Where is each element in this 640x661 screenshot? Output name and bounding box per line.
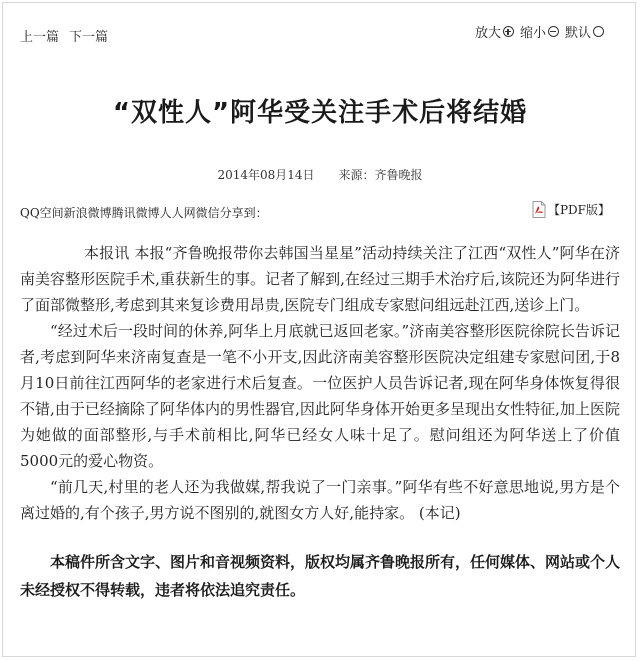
article-paragraph: “经过术后一段时间的休养,阿华上月底就已返回老家。”济南美容整形医院徐院长告诉记者,考虑到阿华来济南复查是一笔不小开支,因此济南美容整形医院决定组建专家慰问团,于8月10日前往江西阿华的老家进行术后复查。一位医护人员告诉记者,现在阿华身体恢复得很不错,由于已经摘除了阿华体内的男性器官,因此阿华身体开始更多呈现出女性特征,加上医院为她做的面部整形,与手术前相比,阿华已经女人味十足了。慰问组还为阿华送上了价值5000元的爱心物资。 <box>20 322 620 470</box>
minus-circle-icon <box>548 26 559 37</box>
shrink-button[interactable] <box>520 22 559 41</box>
article-body <box>20 240 620 526</box>
default-label: 默认 <box>564 26 591 41</box>
source-name: 齐鲁晚报 <box>374 168 423 182</box>
pdf-label: 【PDF版】 <box>547 203 610 217</box>
article-paragraph: 本报讯 本报“齐鲁晚报带你去韩国当星星”活动持续关注了江西“双性人”阿华在济南美容整形医院手术,重获新生的事。记者了解到,在经过三期手术治疗后,该院还为阿华进行了面部微整形,考虑到其来复诊费用昂贵,医院专门组成专家慰问组远赴江西,送诊上门。 <box>20 244 620 314</box>
enlarge-label: 放大 <box>474 26 501 41</box>
shrink-label: 缩小 <box>519 26 546 41</box>
pdf-icon <box>532 201 546 218</box>
default-size-button[interactable] <box>565 22 604 41</box>
enlarge-button[interactable] <box>475 22 514 41</box>
source-label: 来源： <box>338 168 375 182</box>
article-paragraph: “前几天,村里的老人还为我做媒,帮我说了一门亲事。”阿华有些不好意思地说,男方是个离过婚的,有个孩子,男方说不图别的,就图女方人好,能持家。 (本记) <box>20 478 620 522</box>
copyright-notice: 本稿件所含文字、图片和音视频资料，版权均属齐鲁晚报所有，任何媒体、网站或个人未经授权不得转载，违者将依法追究责任。 <box>20 553 621 599</box>
article-meta <box>0 166 640 183</box>
prev-article-link[interactable]: 上一篇 <box>20 30 60 45</box>
publish-date: 2014年08月14日 <box>217 168 315 182</box>
article-title: “双性人”阿华受关注手术后将结婚 <box>112 98 528 128</box>
plus-circle-icon <box>503 26 514 37</box>
font-size-controls <box>469 22 604 41</box>
next-article-link[interactable]: 下一篇 <box>69 30 109 45</box>
article-nav <box>20 26 118 45</box>
pdf-version-link[interactable] <box>532 201 610 218</box>
circle-icon <box>593 26 604 37</box>
share-bar[interactable]: QQ空间新浪微博腾讯微博人人网微信分享到： <box>20 206 268 220</box>
